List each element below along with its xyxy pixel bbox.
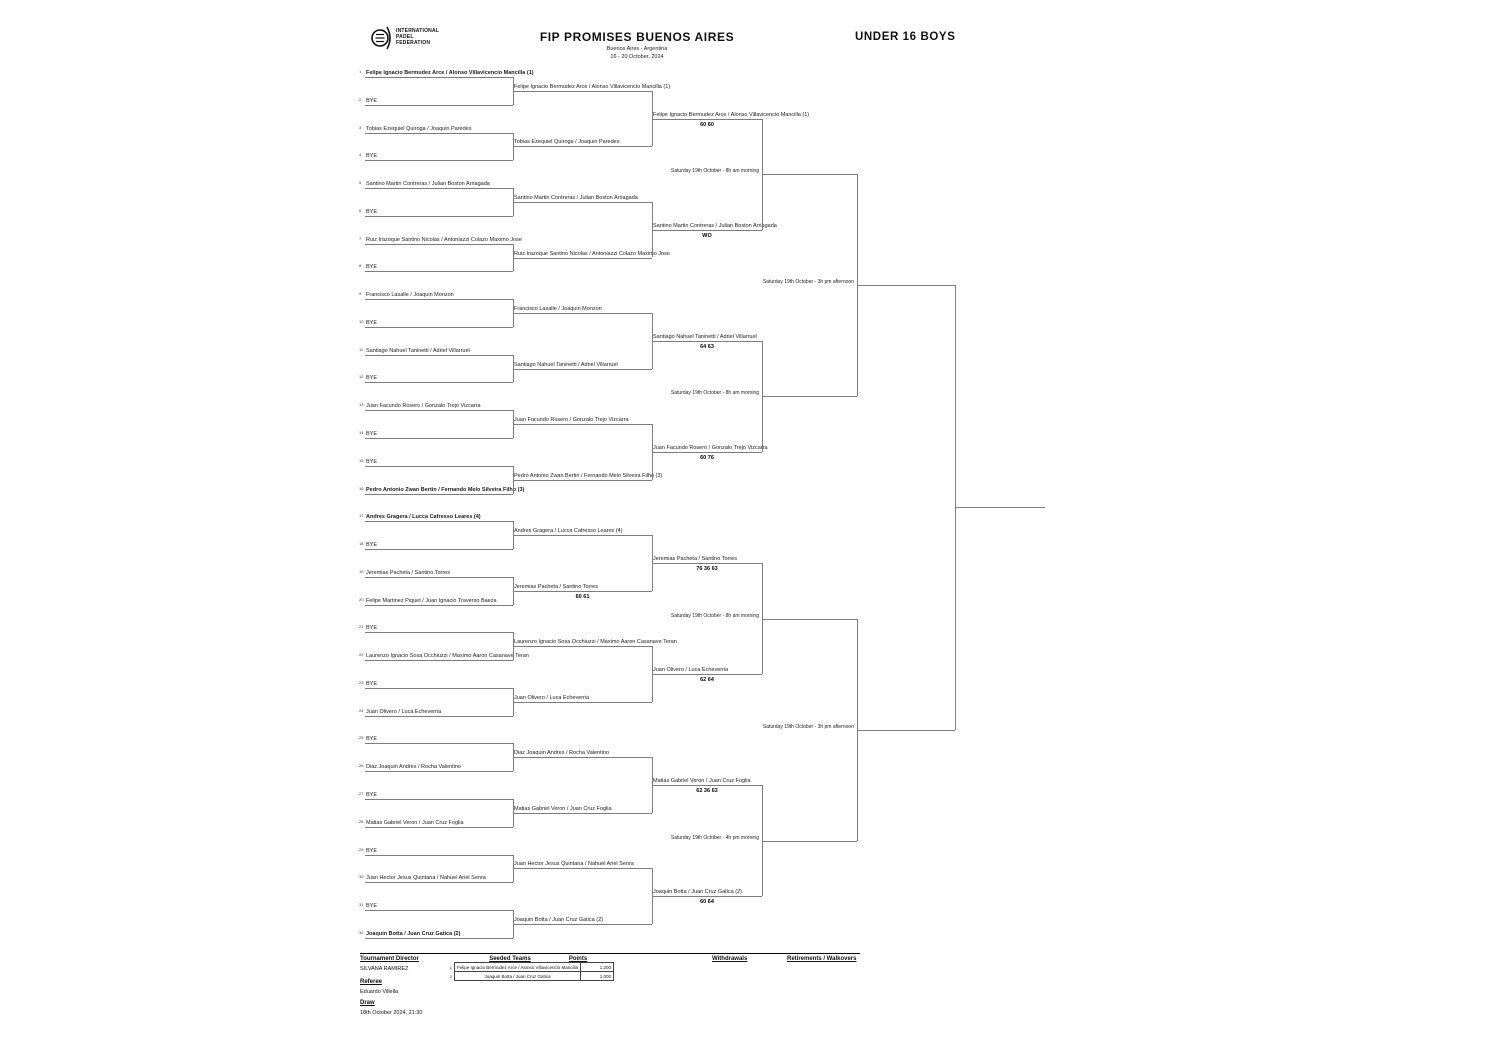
slot-number: 6 bbox=[359, 207, 362, 213]
slot-number: 28 bbox=[359, 818, 364, 824]
bracket-slot-round2-7 bbox=[513, 415, 652, 425]
referee-label: Referee bbox=[360, 979, 383, 985]
bracket-slot-semifinals-2 bbox=[670, 387, 857, 397]
bracket-slot-semifinals-4 bbox=[670, 832, 857, 842]
withdrawals-label: Withdrawals bbox=[712, 956, 748, 962]
slot-number: 23 bbox=[359, 679, 364, 685]
team-name: Jeremias Pacheta / Santino Torres bbox=[366, 569, 450, 576]
bracket-slot-round1-7 bbox=[359, 235, 522, 245]
slot-number: 32 bbox=[359, 929, 364, 935]
slot-number: 15 bbox=[359, 457, 364, 463]
team-name: Juan Hector Jesus Quintana / Nahuel Ariel Senra bbox=[514, 861, 634, 868]
bracket-slot-round2-11 bbox=[513, 637, 677, 647]
slot-number: 14 bbox=[359, 430, 364, 435]
team-name: Santiago Nahuel Taninetti / Adriel Villarruel bbox=[514, 361, 618, 368]
tournament-location: Buenos Aires - Argentina bbox=[606, 46, 668, 52]
tournament-dates: 16 - 20 October, 2024 bbox=[610, 54, 664, 60]
match-score: 64 63 bbox=[700, 343, 714, 350]
slot-number: 12 bbox=[359, 374, 364, 380]
team-name: Juan Facundo Rosero / Gonzalo Trejo Vizcarra bbox=[653, 444, 768, 451]
bracket-slot-round3-1 bbox=[652, 110, 810, 120]
team-name: Francisco Lasalle / Joaquin Monzon bbox=[366, 292, 454, 299]
team-name: BYE bbox=[366, 208, 378, 215]
team-name: Laurenzo Ignacio Sosa Occhiuzzi / Maximo Aaron Casanave Teran bbox=[514, 639, 677, 646]
team-name: Diaz Joaquin Andres / Rocha Valentino bbox=[514, 750, 609, 757]
team-name: Felipe Ignacio Bermudez Arce / Alonso Villavicencio Mancilla (1) bbox=[514, 83, 671, 90]
seeded-teams-label: Seeded Teams bbox=[489, 956, 531, 962]
seeded-team-points: 1.200 bbox=[580, 963, 613, 972]
team-name: Santino Martin Contreras / Julian Boston Arriagada bbox=[366, 181, 490, 188]
team-name: BYE bbox=[366, 792, 378, 799]
bracket-slot-round1-26 bbox=[359, 762, 513, 772]
bracket-slot-round1-12 bbox=[359, 373, 513, 383]
bracket-slot-round2-4 bbox=[513, 249, 670, 259]
bracket-slot-round1-17 bbox=[359, 512, 513, 522]
referee-name: Eduardo Villella bbox=[360, 989, 399, 995]
points-label: Points bbox=[568, 956, 588, 962]
team-name: Matias Gabriel Veron / Juan Cruz Foglia bbox=[514, 805, 612, 812]
bracket-slot-round2-12 bbox=[513, 693, 652, 703]
slot-number: 26 bbox=[359, 763, 364, 769]
slot-number: 9 bbox=[359, 291, 362, 297]
schedule-note: Saturday 19th October - 4h pm morning bbox=[670, 834, 759, 841]
seeded-team-row bbox=[444, 963, 613, 972]
seeded-teams-table bbox=[444, 962, 614, 981]
bracket-slot-round2-3 bbox=[513, 193, 652, 203]
bracket-slot-round1-15 bbox=[359, 457, 513, 467]
bracket-slot-finals-2 bbox=[762, 721, 955, 731]
bracket-slot-round1-1 bbox=[359, 68, 534, 78]
match-score: 60 76 bbox=[700, 454, 714, 461]
bracket-slot-round1-21 bbox=[359, 623, 513, 633]
bracket-slot-round1-14 bbox=[359, 429, 513, 439]
team-name: Tobias Ezequiel Quiroga / Joaquin Paredes bbox=[366, 125, 472, 132]
bracket-slot-round3-5 bbox=[652, 554, 762, 564]
bracket-slot-round2-10 bbox=[513, 582, 652, 592]
slot-number: 24 bbox=[359, 707, 364, 713]
team-name: Pedro Antonio Zwan Bertin / Fernando Melo Silveira Filho (3) bbox=[366, 486, 525, 493]
team-name: BYE bbox=[366, 97, 378, 104]
bracket-slot-semifinals-3 bbox=[670, 610, 857, 620]
team-name: Santiago Nahuel Taninetti / Adriel Villarruel bbox=[366, 347, 470, 354]
team-name: BYE bbox=[366, 903, 378, 910]
bracket-slot-round2-6 bbox=[513, 360, 652, 370]
team-name: Felipe Ignacio Bermudez Arce / Alonso Villavicencio Mancilla (1) bbox=[653, 111, 810, 118]
bracket-slot-round1-11 bbox=[359, 346, 513, 356]
team-name: Joaquin Botta / Juan Cruz Gatica (2) bbox=[514, 916, 603, 923]
bracket-slot-round3-3 bbox=[652, 332, 762, 342]
bracket-slot-round2-13 bbox=[513, 748, 652, 758]
slot-number: 7 bbox=[359, 235, 362, 241]
seeded-team-name: Felipe Ignacio Bermudez Arce / Alonso Villavicencio Mancilla bbox=[455, 963, 581, 972]
team-name: Pedro Antonio Zwan Bertin / Fernando Melo Silveira Filho (3) bbox=[514, 472, 663, 479]
seed-number: 1 bbox=[449, 964, 452, 970]
bracket-slot-round1-18 bbox=[359, 540, 513, 550]
slot-number: 22 bbox=[359, 652, 364, 658]
bracket-slot-round1-3 bbox=[359, 124, 513, 134]
bracket-slot-winner-1 bbox=[955, 498, 1045, 508]
match-score: 62 36 63 bbox=[696, 788, 718, 795]
slot-number: 17 bbox=[359, 513, 364, 519]
bracket-slot-round1-13 bbox=[359, 401, 513, 411]
team-name: Tobias Ezequiel Quiroga / Joaquin Paredes bbox=[514, 139, 620, 146]
bracket-slot-round2-15 bbox=[513, 859, 652, 869]
seeded-team-points: 1.000 bbox=[580, 972, 613, 981]
team-name: Jeremias Pacheta / Santino Torres bbox=[653, 555, 737, 562]
bracket-slot-round1-19 bbox=[359, 568, 513, 578]
bracket-slot-round3-2 bbox=[652, 221, 777, 231]
fip-org-line2: PADEL bbox=[396, 34, 414, 41]
team-name: Matias Gabriel Veron / Juan Cruz Foglia bbox=[366, 819, 464, 826]
slot-number: 8 bbox=[359, 263, 362, 269]
bracket-slot-round2-1 bbox=[513, 82, 671, 92]
bracket-slot-round1-32 bbox=[359, 929, 513, 939]
slot-number: 29 bbox=[359, 846, 364, 852]
seeded-team-name: Joaquin Botta / Juan Cruz Gatica bbox=[455, 972, 581, 981]
bracket-slot-round2-16 bbox=[513, 915, 652, 925]
match-score: 60 64 bbox=[700, 899, 714, 906]
bracket-slot-round1-9 bbox=[359, 290, 513, 300]
team-name: Felipe Ignacio Bermudez Arce / Alonso Villavicencio Mancilla (1) bbox=[366, 70, 534, 76]
bracket-slot-round2-2 bbox=[513, 137, 652, 147]
retirements-label: Retirements / Walkovers bbox=[787, 956, 857, 962]
team-name: BYE bbox=[366, 847, 378, 854]
bracket-slot-round1-5 bbox=[359, 179, 513, 189]
bracket-slot-finals-1 bbox=[762, 276, 955, 286]
schedule-note: Saturday 19th October - 3h pm afternoon bbox=[762, 723, 854, 730]
team-name: BYE bbox=[366, 431, 378, 437]
bracket-slot-round1-29 bbox=[359, 846, 513, 856]
team-name: Jeremias Pacheta / Santino Torres bbox=[514, 583, 598, 590]
schedule-note: Saturday 19th October - 8h am morning bbox=[670, 390, 759, 397]
team-name: BYE bbox=[366, 680, 378, 687]
team-name: BYE bbox=[366, 153, 378, 160]
team-name: Laurenzo Ignacio Sosa Occhiuzzi / Maximo Aaron Casanave Teran bbox=[366, 653, 529, 660]
fip-org-line3: FEDERATION bbox=[396, 39, 431, 46]
team-name: Juan Hector Jesus Quintana / Nahuel Ariel Senra bbox=[366, 875, 486, 882]
schedule-note: Saturday 19th October - 3h pm afternoon bbox=[762, 279, 854, 286]
match-score: 60 60 bbox=[700, 121, 714, 128]
bracket-slot-round1-8 bbox=[359, 262, 513, 272]
team-name: Joaquin Botta / Juan Cruz Gatica (2) bbox=[653, 889, 742, 896]
team-name: BYE bbox=[366, 375, 378, 382]
team-name: BYE bbox=[366, 264, 378, 271]
bracket-slot-round1-22 bbox=[359, 651, 529, 661]
schedule-note: Saturday 19th October - 8h am morning bbox=[670, 168, 759, 175]
slot-number: 11 bbox=[359, 346, 364, 352]
bracket-slot-semifinals-1 bbox=[670, 165, 857, 175]
team-name: Ruiz Irazoque Santino Nicolas / Antoniazzi Colazo Maximo Jose bbox=[366, 236, 522, 243]
team-name: BYE bbox=[366, 625, 378, 632]
category-title: UNDER 16 BOYS bbox=[855, 31, 956, 43]
match-score: 76 36 63 bbox=[696, 565, 718, 572]
bracket-slot-round1-27 bbox=[359, 790, 513, 800]
slot-number: 19 bbox=[359, 568, 364, 574]
team-name: Juan Facundo Rosero / Gonzalo Trejo Vizcarra bbox=[366, 403, 481, 410]
team-name: BYE bbox=[366, 542, 378, 549]
slot-number: 16 bbox=[359, 485, 364, 491]
bracket-slot-round3-7 bbox=[652, 776, 762, 786]
team-name: BYE bbox=[366, 319, 378, 326]
team-name: Santino Martin Contreras / Julian Boston Arriagada bbox=[653, 222, 777, 229]
match-score: 60 61 bbox=[575, 593, 590, 600]
team-name: Joaquin Botta / Juan Cruz Gatica (2) bbox=[366, 930, 461, 937]
team-name: Santiago Nahuel Taninetti / Adriel Villarruel bbox=[653, 333, 757, 340]
team-name: Juan Facundo Rosero / Gonzalo Trejo Vizcarra bbox=[514, 417, 629, 424]
team-name: Ruiz Irazoque Santino Nicolas / Antoniazzi Colazo Maximo Jose bbox=[514, 250, 670, 257]
seed-number: 2 bbox=[449, 973, 452, 979]
team-name: Francisco Lasalle / Joaquin Monzon bbox=[514, 306, 602, 313]
draw-datetime: 18th October 2024, 21:30 bbox=[360, 1010, 423, 1016]
team-name: Andres Gragera / Lucca Cafresso Leares (4) bbox=[514, 528, 623, 535]
bracket-slot-round3-6 bbox=[652, 665, 762, 675]
slot-number: 27 bbox=[359, 791, 364, 797]
team-name: Juan Olivero / Luca Echeverria bbox=[653, 667, 729, 674]
slot-number: 3 bbox=[359, 124, 362, 130]
tournament-director-name: SILVANA RAMIREZ bbox=[360, 966, 409, 972]
bracket-slot-round1-24 bbox=[359, 707, 513, 717]
team-name: Andres Gragera / Lucca Cafresso Leares (4) bbox=[366, 514, 481, 521]
slot-number: 10 bbox=[359, 318, 364, 324]
match-score: WO bbox=[702, 232, 712, 239]
slot-number: 30 bbox=[359, 874, 364, 880]
team-name: Felipe Martinez Piquet / Juan Ignacio Traverso Baeza bbox=[366, 597, 497, 604]
bracket-slot-round2-8 bbox=[513, 471, 663, 481]
bracket-slot-round2-5 bbox=[513, 304, 652, 314]
bracket-slot-round3-4 bbox=[652, 443, 768, 453]
slot-number: 4 bbox=[359, 152, 362, 158]
bracket-slot-round1-10 bbox=[359, 318, 513, 328]
team-name: Juan Olivero / Luca Echeverria bbox=[366, 708, 442, 715]
bracket-slot-round1-2 bbox=[359, 96, 513, 106]
bracket-slot-round1-23 bbox=[359, 679, 513, 689]
bracket-slot-round2-9 bbox=[513, 526, 652, 536]
schedule-note: Saturday 19th October - 8h am morning bbox=[670, 612, 759, 619]
bracket-slot-round1-16 bbox=[359, 485, 525, 495]
tournament-director-label: Tournament Director bbox=[360, 956, 419, 962]
bracket-slot-round1-25 bbox=[359, 734, 513, 744]
team-name: Juan Olivero / Luca Echeverria bbox=[514, 694, 590, 701]
slot-number: 21 bbox=[359, 624, 364, 630]
slot-number: 1 bbox=[359, 69, 362, 74]
bracket-slot-round1-31 bbox=[359, 901, 513, 911]
team-name: Matias Gabriel Veron / Juan Cruz Foglia bbox=[653, 778, 751, 785]
slot-number: 2 bbox=[359, 96, 362, 102]
seeded-team-row bbox=[444, 972, 613, 981]
bracket-slot-round1-6 bbox=[359, 207, 513, 217]
bracket-slot-round1-4 bbox=[359, 151, 513, 161]
team-name: Santino Martin Contreras / Julian Boston Arriagada bbox=[514, 194, 638, 201]
draw-label: Draw bbox=[360, 1000, 375, 1006]
bracket-slot-round3-8 bbox=[652, 887, 762, 897]
footer-divider bbox=[360, 953, 860, 954]
slot-number: 31 bbox=[359, 902, 364, 908]
bracket-slot-round1-28 bbox=[359, 818, 513, 828]
team-name: BYE bbox=[366, 736, 378, 743]
bracket-slot-round2-14 bbox=[513, 804, 652, 814]
fip-org-line1: INTERNATIONAL bbox=[396, 28, 440, 35]
slot-number: 20 bbox=[359, 596, 364, 602]
tournament-title: FIP PROMISES BUENOS AIRES bbox=[539, 30, 735, 44]
slot-number: 18 bbox=[359, 541, 364, 547]
team-name: BYE bbox=[366, 458, 378, 465]
bracket-slot-round1-30 bbox=[359, 873, 513, 883]
match-score: 62 64 bbox=[700, 677, 714, 684]
slot-number: 25 bbox=[359, 735, 364, 741]
slot-number: 5 bbox=[359, 180, 362, 186]
bracket-slot-round1-20 bbox=[359, 596, 513, 606]
slot-number: 13 bbox=[359, 402, 364, 408]
team-name: Diaz Joaquin Andres / Rocha Valentino bbox=[366, 764, 461, 771]
